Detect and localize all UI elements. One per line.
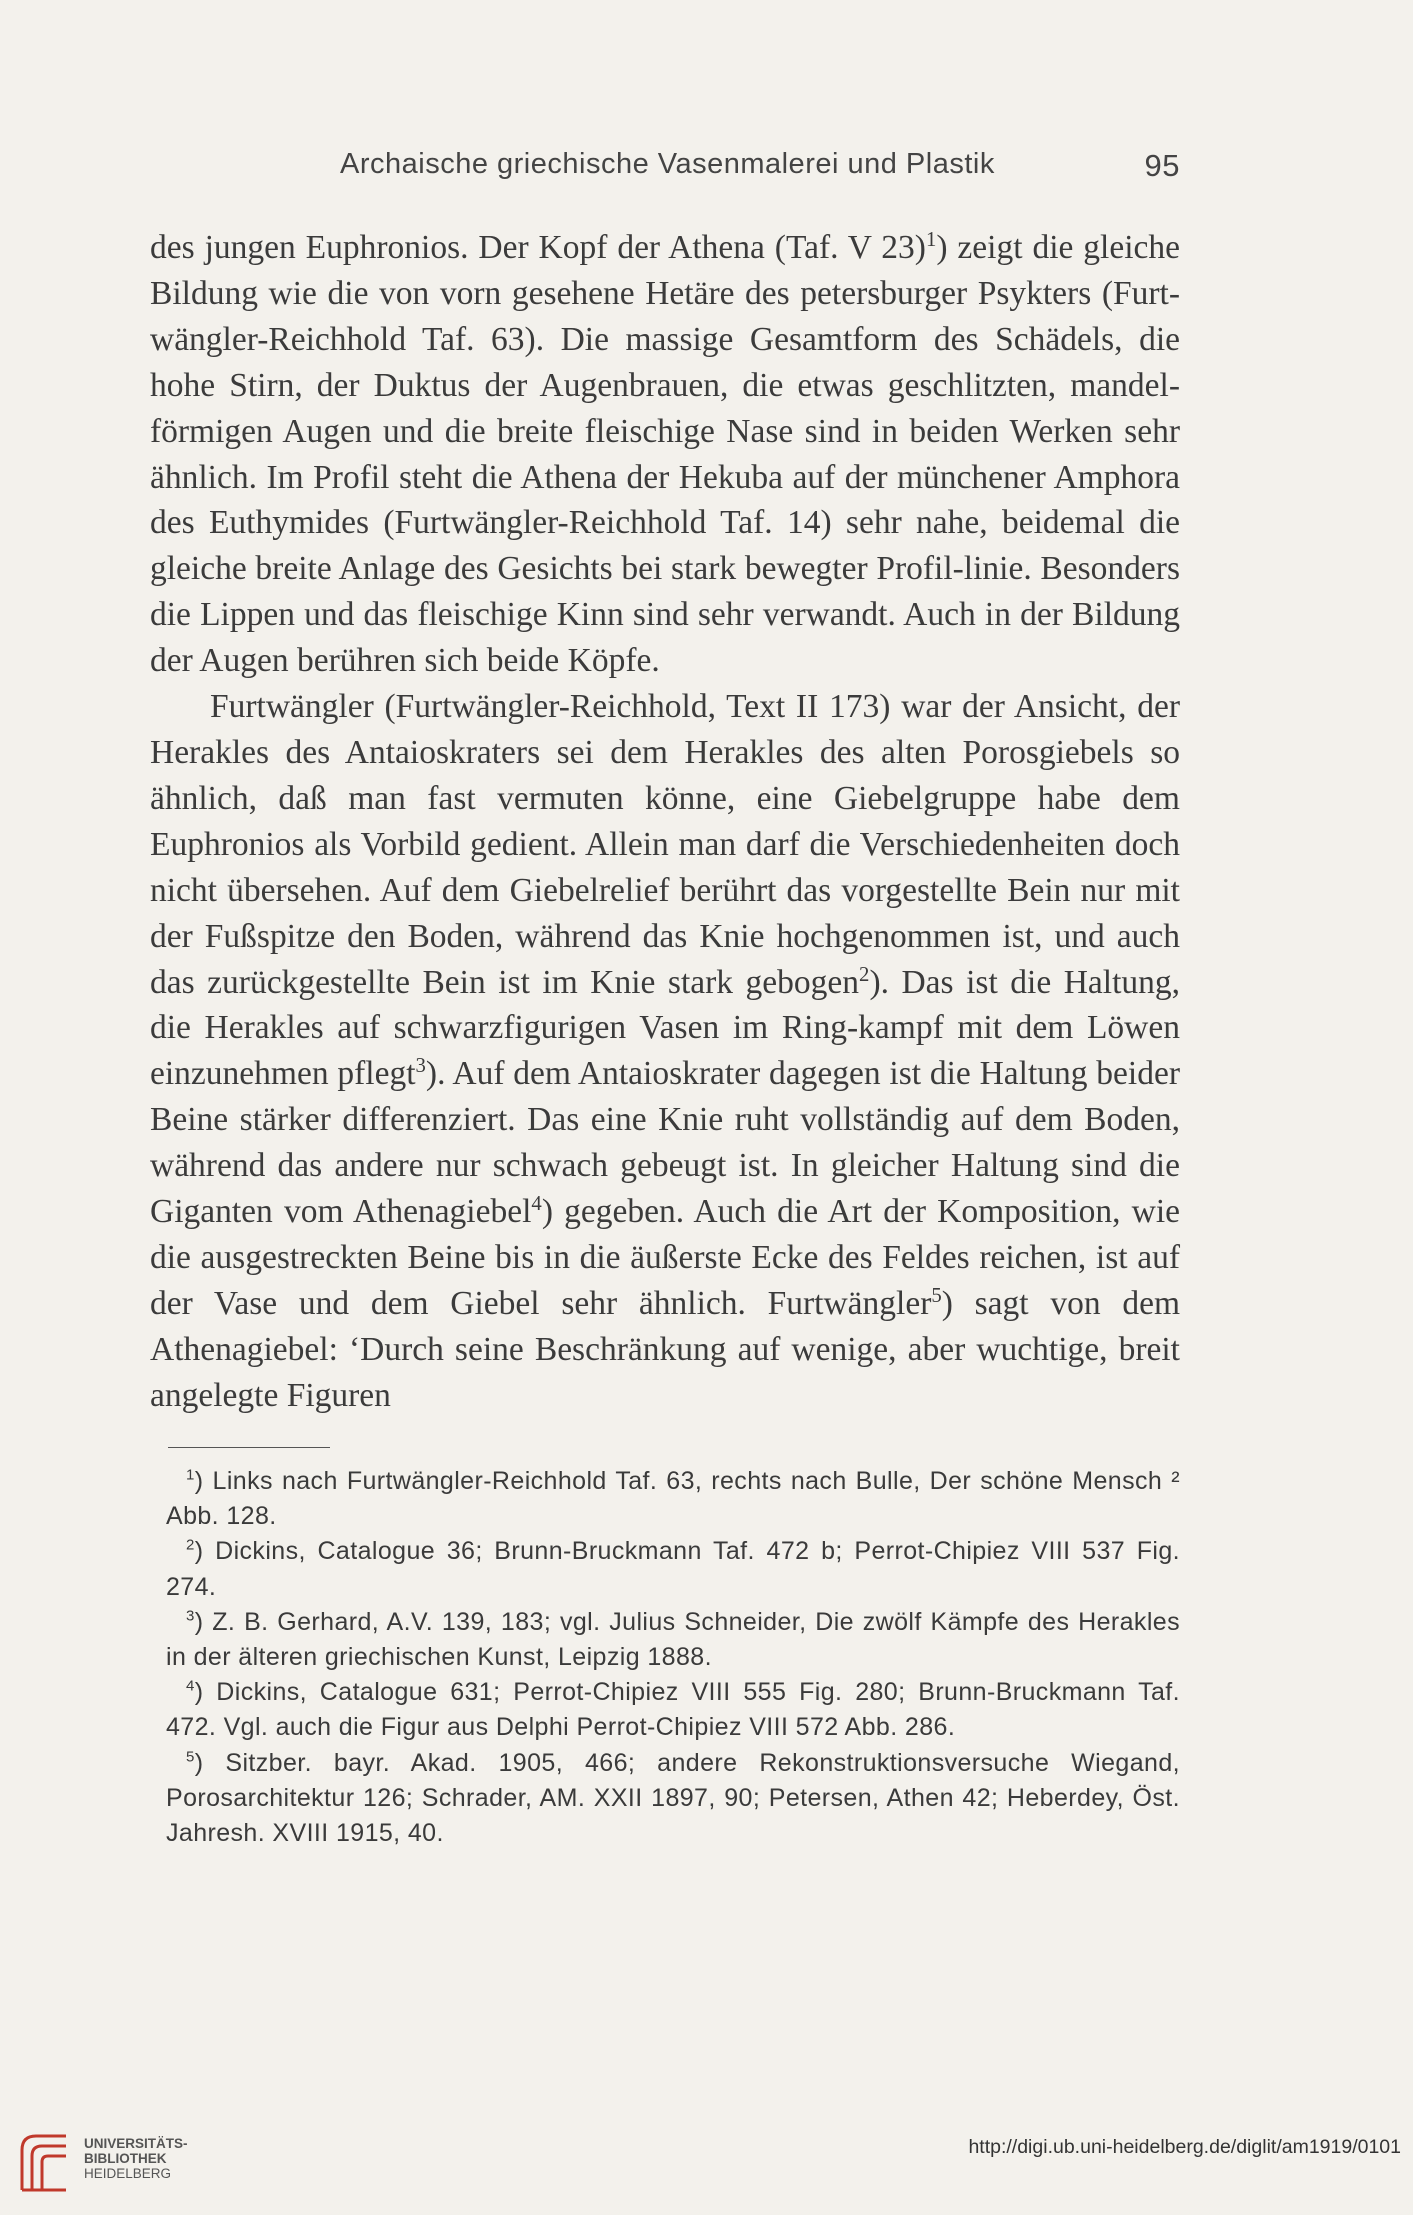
paragraph-2-part-b: ). Das ist die Haltung, die Herakles auf schwarzfigurigen Vasen im Ring-kampf mit dem Löwen einzunehmen pflegt — [150, 963, 1181, 1093]
footnote-4 — [166, 1675, 1180, 1745]
paragraph-2-part-e: ) sagt von dem Athenagiebel: ‘Durch seine Beschränkung auf wenige, aber wuchtige, breit angelegte Figuren — [150, 1284, 1181, 1414]
library-line-1: UNIVERSITÄTS- — [84, 2136, 188, 2151]
footnote-ref-2: 2 — [859, 962, 870, 986]
footnote-text: ) Sitzber. bayr. Akad. 1905, 466; andere Rekonstruktionsversuche Wiegand, Porosarchitektur 126; Schrader, AM. XXII 1897, 90; Petersen, Athen 42; Heberdey, Öst. Jahresh. XVIII 1915, 40. — [166, 1748, 1180, 1848]
footnote-marker: 5 — [186, 1748, 195, 1766]
footnote-ref-4: 4 — [531, 1191, 542, 1215]
footnote-ref-3: 3 — [415, 1054, 426, 1078]
library-name — [84, 2136, 188, 2181]
footnote-text: ) Z. B. Gerhard, A.V. 139, 183; vgl. Julius Schneider, Die zwölf Kämpfe des Herakles in der älteren griechischen Kunst, Leipzig 1888. — [166, 1607, 1180, 1672]
paragraph-2-part-d: ) gegeben. Auch die Art der Komposition, wie die ausgestreckten Beine bis in die äußerste Ecke des Feldes reichen, ist auf der Vase und dem Giebel sehr ähnlich. Furtwängler — [150, 1193, 1180, 1322]
footnote-2 — [166, 1534, 1180, 1604]
footnote-ref-5: 5 — [931, 1283, 942, 1307]
running-title: Archaische griechische Vasenmalerei und Plastik — [340, 148, 995, 180]
footnote-marker: 3 — [186, 1607, 195, 1625]
paragraph-2 — [150, 684, 1180, 1419]
paragraph-1 — [150, 225, 1180, 684]
paragraph-1-part-b: ) zeigt die gleiche Bildung wie die von vorn gesehene Hetäre des petersburger Psykters (Furt-wängler-Reichhold Taf. 63). Die massige Gesamtform des Schädels, die hohe Stirn, der Duktus der Augenbrauen, die etwas geschlitzten, mandel-förmigen Augen und die breite fleischige Nase sind in beiden Werken sehr ähnlich. Im Profil steht die Athena der Hekuba auf der münchener Amphora des Euthymides (Furtwängler-Reichhold Taf. 14) sehr nahe, beidemal die gleiche breite Anlage des Gesichts bei stark bewegter Profil-linie. Besonders die Lippen und das fleischige Kinn sind sehr verwandt. Auch in der Bildung der Augen berühren sich beide Köpfe. — [150, 229, 1181, 680]
paragraph-2-part-c: ). Auf dem Antaioskrater dagegen ist die Haltung beider Beine stärker differenziert. Das eine Knie ruht vollständig auf dem Boden, während das andere nur schwach gebeugt ist. In gleicher Haltung sind die Giganten vom Athenagiebel — [150, 1055, 1180, 1231]
footnote-marker: 4 — [186, 1677, 195, 1695]
footnote-ref-1: 1 — [925, 227, 937, 251]
footnote-divider — [168, 1447, 330, 1448]
library-line-3: HEIDELBERG — [84, 2166, 172, 2181]
ub-heidelberg-logo-icon — [14, 2128, 74, 2198]
page-number: 95 — [1144, 148, 1180, 183]
footnote-5 — [166, 1746, 1180, 1852]
main-text — [150, 225, 1180, 1419]
running-header — [150, 140, 1180, 190]
digitization-footer — [0, 2118, 1413, 2215]
footnote-marker: 2 — [186, 1537, 195, 1555]
permalink-url[interactable]: http://digi.ub.uni-heidelberg.de/diglit/am1919/0101 — [968, 2136, 1401, 2158]
library-line-2: BIBLIOTHEK — [84, 2151, 167, 2166]
footnote-1 — [166, 1464, 1180, 1534]
footnote-text: ) Dickins, Catalogue 631; Perrot-Chipiez VIII 555 Fig. 280; Brunn-Bruckmann Taf. 472. Vgl. auch die Figur aus Delphi Perrot-Chipiez VIII 572 Abb. 286. — [166, 1678, 1180, 1742]
footnote-marker: 1 — [186, 1466, 195, 1484]
footnote-text: ) Links nach Furtwängler-Reichhold Taf. 63, rechts nach Bulle, Der schöne Mensch ² Abb. 128. — [166, 1467, 1180, 1531]
footnote-3 — [166, 1605, 1180, 1675]
footnote-text: ) Dickins, Catalogue 36; Brunn-Bruckmann Taf. 472 b; Perrot-Chipiez VIII 537 Fig. 274. — [166, 1537, 1180, 1601]
paragraph-2-part-a: Furtwängler (Furtwängler-Reichhold, Text II 173) war der Ansicht, der Herakles des Antaioskraters sei dem Herakles des alten Porosgiebels so ähnlich, daß man fast vermuten könne, eine Giebelgruppe habe dem Euphronios als Vorbild gedient. Allein man darf die Verschiedenheiten doch nicht übersehen. Auf dem Giebelrelief berührt das vorgestellte Bein nur mit der Fußspitze den Boden, während das Knie hochgenommen ist, und auch das zurückgestellte Bein ist im Knie stark gebogen — [150, 688, 1180, 1001]
footnotes — [166, 1464, 1180, 1851]
paragraph-1-part-a: des jungen Euphronios. Der Kopf der Athena (Taf. V 23) — [150, 229, 926, 266]
